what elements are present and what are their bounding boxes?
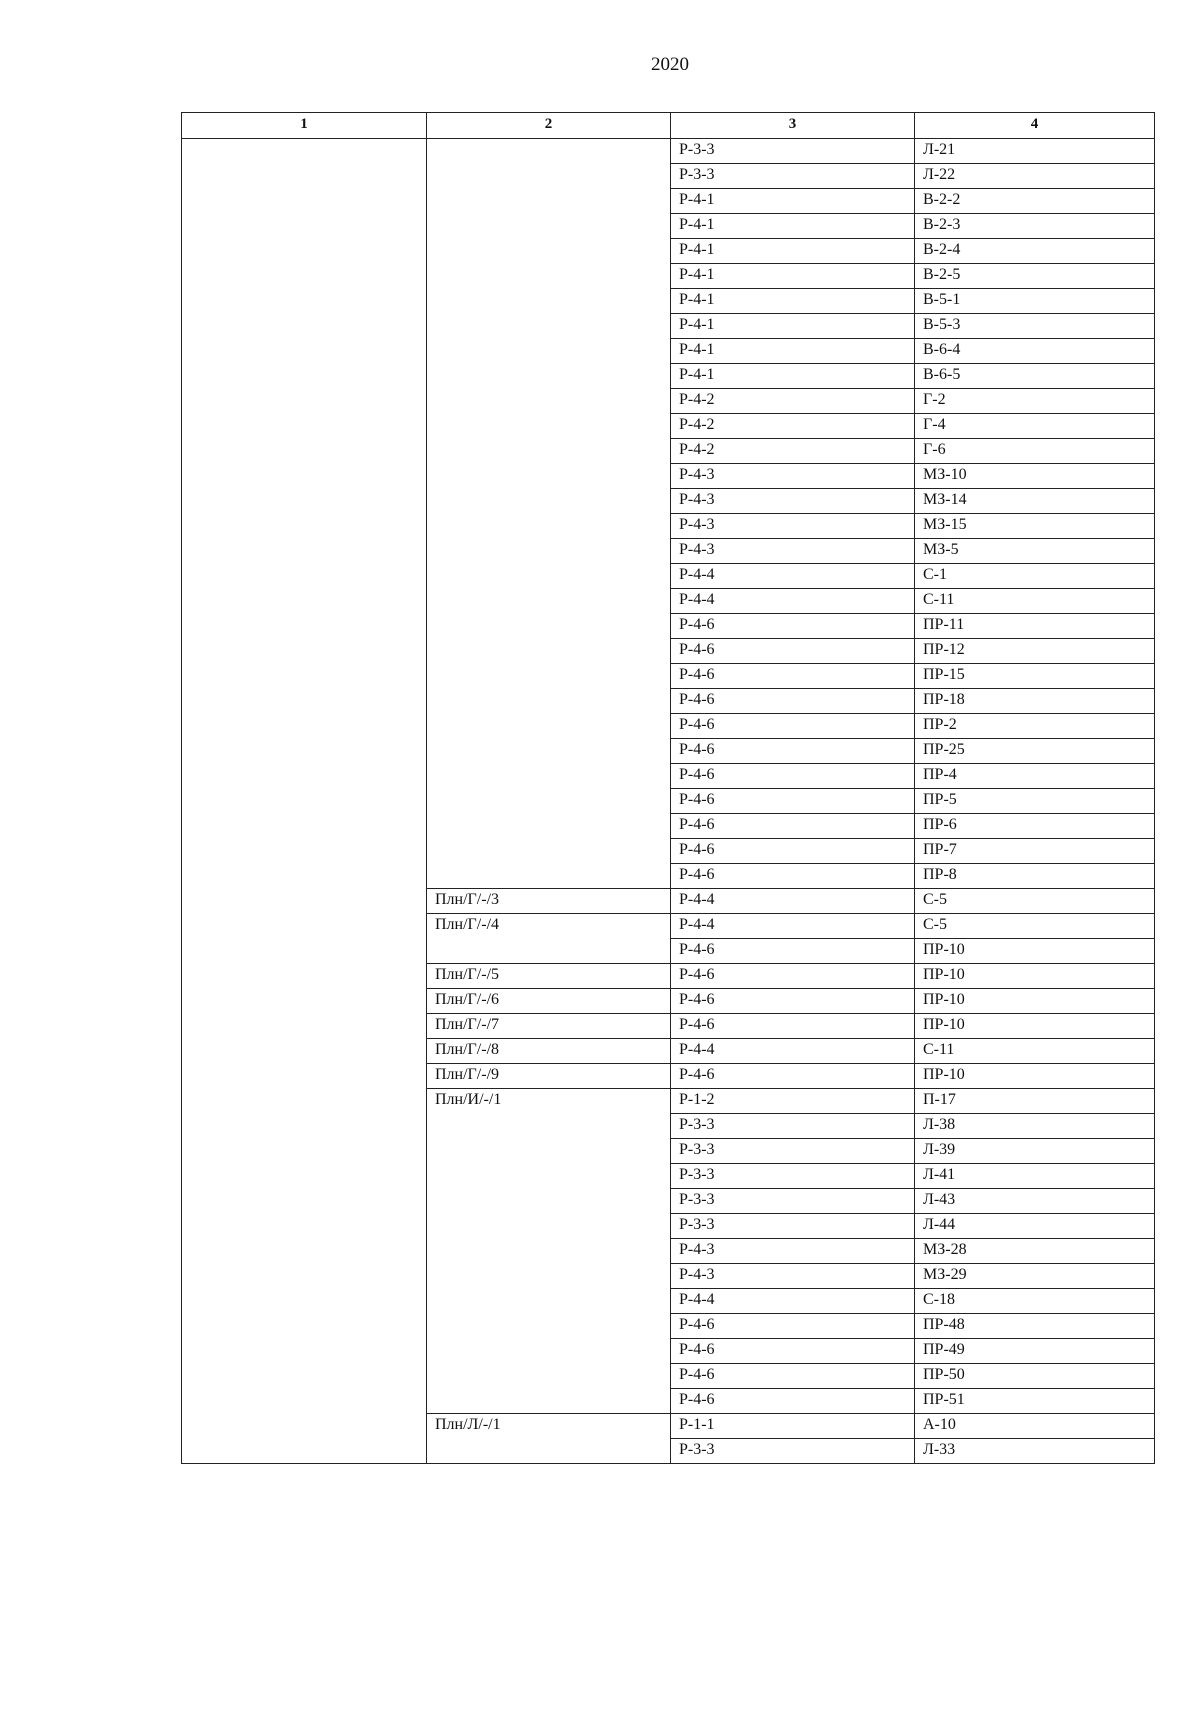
group-label-cell: Плн/И/-/1	[427, 1089, 671, 1414]
column-3-cell: Р-4-6	[671, 1364, 915, 1389]
column-3-cell: Р-3-3	[671, 1214, 915, 1239]
column-4-cell: ПР-51	[915, 1389, 1155, 1414]
column-4-cell: МЗ-10	[915, 464, 1155, 489]
column-3-cell: Р-4-1	[671, 289, 915, 314]
column-3-cell: Р-4-3	[671, 489, 915, 514]
column-3-cell: Р-4-6	[671, 1339, 915, 1364]
column-3-cell: Р-4-4	[671, 1039, 915, 1064]
column-3-cell: Р-4-4	[671, 1289, 915, 1314]
column-4-cell: ПР-6	[915, 814, 1155, 839]
group-label-cell: Плн/Г/-/4	[427, 914, 671, 964]
column-3-cell: Р-4-6	[671, 1389, 915, 1414]
column-3-cell: Р-4-3	[671, 539, 915, 564]
column-3-cell: Р-3-3	[671, 1139, 915, 1164]
column-4-cell: С-5	[915, 914, 1155, 939]
column-3-cell: Р-4-3	[671, 514, 915, 539]
column-header-4: 4	[915, 113, 1155, 139]
column-3-cell: Р-4-6	[671, 714, 915, 739]
column-header-3: 3	[671, 113, 915, 139]
group-label-cell: Плн/Л/-/1	[427, 1414, 671, 1464]
column-4-cell: МЗ-28	[915, 1239, 1155, 1264]
group-label-cell: Плн/Г/-/8	[427, 1039, 671, 1064]
column-4-cell: А-10	[915, 1414, 1155, 1439]
column-4-cell: Л-21	[915, 139, 1155, 164]
column-4-cell: П-17	[915, 1089, 1155, 1114]
table-row	[182, 139, 1155, 164]
column-4-cell: Г-2	[915, 389, 1155, 414]
column-3-cell: Р-3-3	[671, 1164, 915, 1189]
column-4-cell: ПР-18	[915, 689, 1155, 714]
column-4-cell: МЗ-14	[915, 489, 1155, 514]
column-header-1: 1	[182, 113, 427, 139]
document-table	[181, 112, 1155, 1464]
column-3-cell: Р-4-6	[671, 764, 915, 789]
column-3-cell: Р-4-4	[671, 914, 915, 939]
table-header-row	[182, 113, 1155, 139]
column-4-cell: Л-38	[915, 1114, 1155, 1139]
column-3-cell: Р-4-6	[671, 839, 915, 864]
column-4-cell: ПР-12	[915, 639, 1155, 664]
column-4-cell: ПР-10	[915, 964, 1155, 989]
column-3-cell: Р-4-1	[671, 189, 915, 214]
column-3-cell: Р-4-6	[671, 789, 915, 814]
column-3-cell: Р-4-4	[671, 889, 915, 914]
column-3-cell: Р-4-3	[671, 464, 915, 489]
column-4-cell: С-18	[915, 1289, 1155, 1314]
column-4-cell: С-11	[915, 1039, 1155, 1064]
column-3-cell: Р-4-1	[671, 339, 915, 364]
column-3-cell: Р-4-6	[671, 1064, 915, 1089]
column-4-cell: ПР-10	[915, 989, 1155, 1014]
column-header-2: 2	[427, 113, 671, 139]
column-3-cell: Р-4-6	[671, 1014, 915, 1039]
column-4-cell: С-1	[915, 564, 1155, 589]
column-3-cell: Р-4-6	[671, 939, 915, 964]
column-3-cell: Р-4-4	[671, 589, 915, 614]
column-3-cell: Р-4-6	[671, 864, 915, 889]
group-label-cell: Плн/Г/-/6	[427, 989, 671, 1014]
column-4-cell: ПР-10	[915, 939, 1155, 964]
column-4-cell: С-11	[915, 589, 1155, 614]
column-3-cell: Р-4-3	[671, 1239, 915, 1264]
column-4-cell: В-2-5	[915, 264, 1155, 289]
column-3-cell: Р-4-6	[671, 964, 915, 989]
column-4-cell: МЗ-29	[915, 1264, 1155, 1289]
column-4-cell: В-2-4	[915, 239, 1155, 264]
column-3-cell: Р-4-6	[671, 639, 915, 664]
column-4-cell: МЗ-5	[915, 539, 1155, 564]
column-4-cell: ПР-11	[915, 614, 1155, 639]
column-3-cell: Р-4-6	[671, 739, 915, 764]
table-body	[182, 139, 1155, 1464]
column-3-cell: Р-4-4	[671, 564, 915, 589]
column-4-cell: В-5-3	[915, 314, 1155, 339]
column-4-cell: Л-39	[915, 1139, 1155, 1164]
column-4-cell: Г-6	[915, 439, 1155, 464]
column-3-cell: Р-4-3	[671, 1264, 915, 1289]
group-label-cell	[427, 139, 671, 889]
column-4-cell: ПР-48	[915, 1314, 1155, 1339]
column-3-cell: Р-4-2	[671, 439, 915, 464]
column-4-cell: ПР-4	[915, 764, 1155, 789]
column-4-cell: ПР-25	[915, 739, 1155, 764]
column-4-cell: В-6-5	[915, 364, 1155, 389]
column-3-cell: Р-4-6	[671, 814, 915, 839]
column-4-cell: МЗ-15	[915, 514, 1155, 539]
column-4-cell: ПР-15	[915, 664, 1155, 689]
column-4-cell: Л-33	[915, 1439, 1155, 1464]
column-3-cell: Р-4-1	[671, 214, 915, 239]
column-3-cell: Р-4-6	[671, 664, 915, 689]
column-4-cell: Г-4	[915, 414, 1155, 439]
column-3-cell: Р-3-3	[671, 1114, 915, 1139]
column-3-cell: Р-3-3	[671, 139, 915, 164]
column-4-cell: ПР-8	[915, 864, 1155, 889]
column-4-cell: ПР-7	[915, 839, 1155, 864]
column-4-cell: В-2-2	[915, 189, 1155, 214]
column-1-cell	[182, 139, 427, 1464]
column-4-cell: ПР-2	[915, 714, 1155, 739]
column-4-cell: Л-43	[915, 1189, 1155, 1214]
column-3-cell: Р-4-1	[671, 314, 915, 339]
column-3-cell: Р-4-6	[671, 1314, 915, 1339]
column-3-cell: Р-4-1	[671, 264, 915, 289]
group-label-cell: Плн/Г/-/3	[427, 889, 671, 914]
column-3-cell: Р-3-3	[671, 1189, 915, 1214]
column-3-cell: Р-4-6	[671, 614, 915, 639]
page-number: 2020	[651, 54, 689, 75]
column-3-cell: Р-4-1	[671, 239, 915, 264]
column-3-cell: Р-1-1	[671, 1414, 915, 1439]
column-4-cell: Л-41	[915, 1164, 1155, 1189]
column-3-cell: Р-4-6	[671, 689, 915, 714]
column-4-cell: ПР-50	[915, 1364, 1155, 1389]
column-4-cell: В-6-4	[915, 339, 1155, 364]
column-4-cell: В-5-1	[915, 289, 1155, 314]
column-3-cell: Р-4-1	[671, 364, 915, 389]
column-3-cell: Р-1-2	[671, 1089, 915, 1114]
column-4-cell: Л-44	[915, 1214, 1155, 1239]
group-label-cell: Плн/Г/-/5	[427, 964, 671, 989]
column-3-cell: Р-4-6	[671, 989, 915, 1014]
column-4-cell: ПР-5	[915, 789, 1155, 814]
column-4-cell: ПР-49	[915, 1339, 1155, 1364]
column-4-cell: Л-22	[915, 164, 1155, 189]
column-3-cell: Р-4-2	[671, 414, 915, 439]
column-3-cell: Р-3-3	[671, 164, 915, 189]
column-4-cell: В-2-3	[915, 214, 1155, 239]
column-3-cell: Р-3-3	[671, 1439, 915, 1464]
column-4-cell: ПР-10	[915, 1064, 1155, 1089]
group-label-cell: Плн/Г/-/9	[427, 1064, 671, 1089]
column-4-cell: С-5	[915, 889, 1155, 914]
group-label-cell: Плн/Г/-/7	[427, 1014, 671, 1039]
column-4-cell: ПР-10	[915, 1014, 1155, 1039]
column-3-cell: Р-4-2	[671, 389, 915, 414]
